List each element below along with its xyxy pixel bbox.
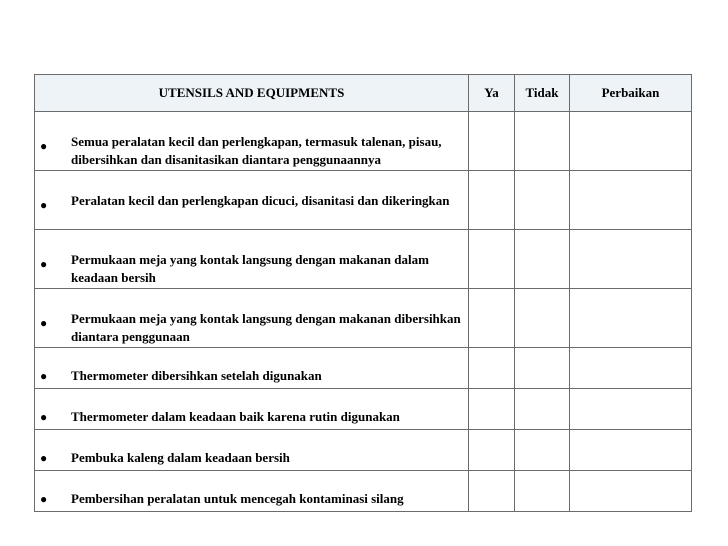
header-item: UTENSILS AND EQUIPMENTS	[35, 75, 469, 112]
checklist-table	[34, 74, 692, 512]
bullet-icon: ●	[40, 492, 48, 506]
ya-cell[interactable]	[469, 289, 515, 348]
table-row	[35, 171, 692, 230]
table-row	[35, 348, 692, 389]
item-text: Permukaan meja yang kontak langsung dengan makanan dibersihkan diantara penggunaan	[71, 311, 461, 344]
tidak-cell[interactable]	[515, 389, 570, 430]
ya-cell[interactable]	[469, 348, 515, 389]
table-row	[35, 389, 692, 430]
ya-cell[interactable]	[469, 471, 515, 512]
item-text: Permukaan meja yang kontak langsung dengan makanan dalam keadaan bersih	[71, 252, 429, 285]
tidak-cell[interactable]	[515, 348, 570, 389]
table-row	[35, 471, 692, 512]
header-ya: Ya	[469, 75, 515, 112]
perbaikan-cell[interactable]	[570, 230, 692, 289]
tidak-cell[interactable]	[515, 289, 570, 348]
item-cell	[35, 471, 469, 512]
tidak-cell[interactable]	[515, 471, 570, 512]
perbaikan-cell[interactable]	[570, 430, 692, 471]
ya-cell[interactable]	[469, 112, 515, 171]
bullet-icon: ●	[40, 198, 48, 212]
perbaikan-cell[interactable]	[570, 471, 692, 512]
tidak-cell[interactable]	[515, 430, 570, 471]
perbaikan-cell[interactable]	[570, 389, 692, 430]
item-text: Pembersihan peralatan untuk mencegah kontaminasi silang	[71, 491, 404, 506]
item-cell	[35, 430, 469, 471]
perbaikan-cell[interactable]	[570, 289, 692, 348]
perbaikan-cell[interactable]	[570, 171, 692, 230]
table-row	[35, 430, 692, 471]
item-text: Pembuka kaleng dalam keadaan bersih	[71, 450, 290, 465]
tidak-cell[interactable]	[515, 112, 570, 171]
tidak-cell[interactable]	[515, 230, 570, 289]
perbaikan-cell[interactable]	[570, 348, 692, 389]
item-cell	[35, 230, 469, 289]
bullet-icon: ●	[40, 139, 48, 153]
item-cell	[35, 171, 469, 230]
header-row	[35, 75, 692, 112]
item-cell	[35, 348, 469, 389]
table-row	[35, 230, 692, 289]
bullet-icon: ●	[40, 410, 48, 424]
item-text: Thermometer dalam keadaan baik karena rutin digunakan	[71, 409, 400, 424]
ya-cell[interactable]	[469, 430, 515, 471]
bullet-icon: ●	[40, 257, 48, 271]
header-perbaikan: Perbaikan	[570, 75, 692, 112]
table-row	[35, 112, 692, 171]
bullet-icon: ●	[40, 369, 48, 383]
tidak-cell[interactable]	[515, 171, 570, 230]
item-cell	[35, 389, 469, 430]
bullet-icon: ●	[40, 451, 48, 465]
item-cell	[35, 112, 469, 171]
bullet-icon: ●	[40, 316, 48, 330]
item-text: Peralatan kecil dan perlengkapan dicuci, disanitasi dan dikeringkan	[71, 193, 450, 208]
item-text: Semua peralatan kecil dan perlengkapan, termasuk talenan, pisau, dibersihkan dan disanitasikan diantara penggunaannya	[71, 134, 442, 167]
item-text: Thermometer dibersihkan setelah digunakan	[71, 368, 322, 383]
table-row	[35, 289, 692, 348]
header-tidak: Tidak	[515, 75, 570, 112]
item-cell	[35, 289, 469, 348]
perbaikan-cell[interactable]	[570, 112, 692, 171]
ya-cell[interactable]	[469, 171, 515, 230]
ya-cell[interactable]	[469, 389, 515, 430]
ya-cell[interactable]	[469, 230, 515, 289]
